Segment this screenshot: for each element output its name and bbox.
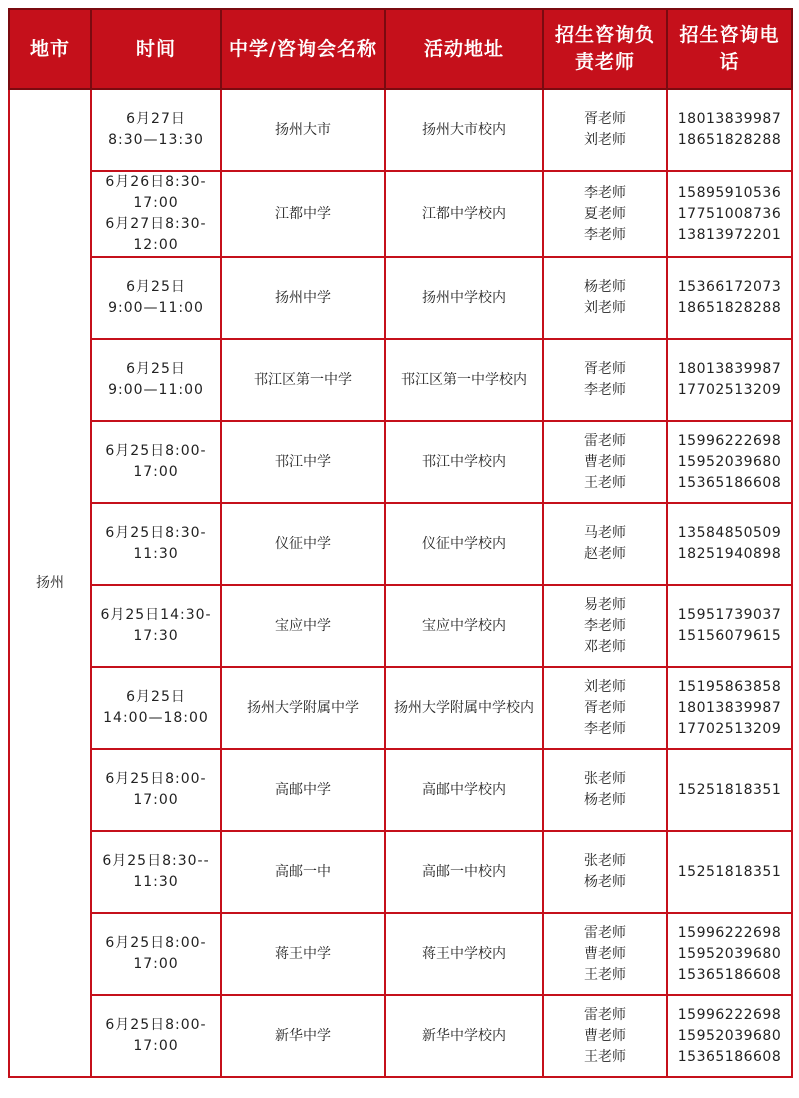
school-cell: 邗江中学 xyxy=(221,421,385,503)
time-cell-line: 6月25日 xyxy=(126,279,186,295)
teacher-cell-line: 刘老师 xyxy=(584,132,626,148)
table-row xyxy=(9,257,792,339)
phone-cell xyxy=(667,257,792,339)
time-cell-line: 6月27日 xyxy=(126,111,186,127)
time-cell-line: 6月25日8:00- xyxy=(105,771,207,787)
table-row xyxy=(9,995,792,1077)
header-school: 中学/咨询会名称 xyxy=(221,9,385,89)
teacher-cell-line: 胥老师 xyxy=(584,361,626,377)
teacher-cell-line: 王老师 xyxy=(584,474,626,491)
school-cell: 新华中学 xyxy=(221,995,385,1077)
teacher-cell-line: 曹老师 xyxy=(584,945,626,962)
school-cell: 仪征中学 xyxy=(221,503,385,585)
header-city: 地市 xyxy=(9,9,91,89)
time-cell-line: 6月25日 xyxy=(126,361,186,377)
phone-cell-line: 15366172073 xyxy=(677,279,782,295)
phone-cell-line: 15251818351 xyxy=(677,863,782,880)
time-cell xyxy=(91,749,221,831)
teacher-cell-line: 雷老师 xyxy=(584,924,626,941)
teacher-cell xyxy=(543,585,667,667)
address-cell: 扬州大市校内 xyxy=(385,89,543,171)
teacher-cell-line: 杨老师 xyxy=(584,792,626,808)
time-cell-line: 6月25日8:00- xyxy=(105,443,207,459)
phone-cell-line: 15251818351 xyxy=(677,781,782,798)
time-cell xyxy=(91,503,221,585)
phone-cell xyxy=(667,171,792,257)
header-row xyxy=(9,9,792,89)
time-cell-line: 6月25日8:00- xyxy=(105,1017,207,1033)
teacher-cell xyxy=(543,749,667,831)
time-cell-line: 17:00 xyxy=(133,956,179,972)
teacher-cell xyxy=(543,503,667,585)
time-cell xyxy=(91,667,221,749)
phone-cell-line: 18013839987 xyxy=(677,699,782,716)
time-cell-line: 17:30 xyxy=(133,628,179,644)
teacher-cell-line: 胥老师 xyxy=(584,111,626,127)
teacher-cell-line: 刘老师 xyxy=(584,300,626,316)
phone-cell xyxy=(667,749,792,831)
teacher-cell-line: 李老师 xyxy=(584,617,626,634)
address-cell: 仪征中学校内 xyxy=(385,503,543,585)
time-cell-line: 17:00 xyxy=(133,1038,179,1054)
phone-cell xyxy=(667,339,792,421)
teacher-cell-line: 李老师 xyxy=(584,184,626,201)
teacher-cell-line: 张老师 xyxy=(584,771,626,787)
city-cell: 扬州 xyxy=(9,89,91,1077)
table-row xyxy=(9,421,792,503)
table-row xyxy=(9,89,792,171)
teacher-cell-line: 李老师 xyxy=(584,226,626,243)
phone-cell-line: 15895910536 xyxy=(677,184,782,201)
phone-cell-line: 15365186608 xyxy=(677,1048,782,1065)
phone-cell-line: 15996222698 xyxy=(677,924,782,941)
time-cell xyxy=(91,995,221,1077)
phone-cell-line: 18013839987 xyxy=(677,361,782,377)
address-cell: 高邮中学校内 xyxy=(385,749,543,831)
phone-cell xyxy=(667,89,792,171)
time-cell xyxy=(91,421,221,503)
teacher-cell-line: 马老师 xyxy=(584,525,626,541)
time-cell xyxy=(91,585,221,667)
time-cell-line: 17:00 xyxy=(133,195,179,211)
teacher-cell-line: 曹老师 xyxy=(584,453,626,470)
time-cell-line: 17:00 xyxy=(133,464,179,480)
phone-cell xyxy=(667,421,792,503)
table-row xyxy=(9,171,792,257)
time-cell xyxy=(91,171,221,257)
time-cell-line: 11:30 xyxy=(133,874,179,890)
phone-cell-line: 15996222698 xyxy=(677,432,782,449)
header-address: 活动地址 xyxy=(385,9,543,89)
time-cell-line: 9:00—11:00 xyxy=(108,382,204,398)
address-cell: 江都中学校内 xyxy=(385,171,543,257)
time-cell xyxy=(91,913,221,995)
phone-cell xyxy=(667,913,792,995)
consultation-table xyxy=(8,8,793,1078)
phone-cell-line: 15156079615 xyxy=(677,628,782,644)
teacher-cell xyxy=(543,831,667,913)
address-cell: 扬州大学附属中学校内 xyxy=(385,667,543,749)
teacher-cell xyxy=(543,995,667,1077)
phone-cell-line: 15365186608 xyxy=(677,966,782,983)
time-cell-line: 12:00 xyxy=(133,237,179,253)
phone-cell xyxy=(667,995,792,1077)
address-cell: 宝应中学校内 xyxy=(385,585,543,667)
time-cell-line: 6月25日14:30- xyxy=(100,607,212,623)
address-cell: 高邮一中校内 xyxy=(385,831,543,913)
table-row xyxy=(9,339,792,421)
phone-cell-line: 15952039680 xyxy=(677,1027,782,1044)
phone-cell-line: 13584850509 xyxy=(677,525,782,541)
teacher-cell xyxy=(543,171,667,257)
address-cell: 新华中学校内 xyxy=(385,995,543,1077)
phone-cell-line: 17702513209 xyxy=(677,720,782,737)
phone-cell-line: 17751008736 xyxy=(677,205,782,222)
time-cell xyxy=(91,339,221,421)
time-cell-line: 14:00—18:00 xyxy=(103,710,209,726)
table-row xyxy=(9,749,792,831)
time-cell-line: 17:00 xyxy=(133,792,179,808)
address-cell: 扬州中学校内 xyxy=(385,257,543,339)
table-body xyxy=(9,89,792,1077)
time-cell-line: 6月25日8:30- xyxy=(105,525,207,541)
address-cell: 邗江中学校内 xyxy=(385,421,543,503)
phone-cell-line: 15996222698 xyxy=(677,1006,782,1023)
phone-cell-line: 18251940898 xyxy=(677,546,782,562)
phone-cell-line: 18013839987 xyxy=(677,111,782,127)
table-row xyxy=(9,585,792,667)
teacher-cell-line: 雷老师 xyxy=(584,1006,626,1023)
school-cell: 高邮一中 xyxy=(221,831,385,913)
phone-cell-line: 15195863858 xyxy=(677,678,782,695)
teacher-cell-line: 邓老师 xyxy=(584,638,626,655)
school-cell: 扬州中学 xyxy=(221,257,385,339)
teacher-cell-line: 易老师 xyxy=(584,596,626,613)
phone-cell-line: 17702513209 xyxy=(677,382,782,398)
school-cell: 扬州大学附属中学 xyxy=(221,667,385,749)
header-phone: 招生咨询电话 xyxy=(667,9,792,89)
phone-cell-line: 13813972201 xyxy=(677,226,782,243)
teacher-cell-line: 赵老师 xyxy=(584,546,626,562)
teacher-cell xyxy=(543,913,667,995)
phone-cell xyxy=(667,667,792,749)
time-cell-line: 6月26日8:30- xyxy=(105,174,207,190)
time-cell xyxy=(91,831,221,913)
teacher-cell-line: 胥老师 xyxy=(584,699,626,716)
time-cell-line: 6月25日8:00- xyxy=(105,935,207,951)
time-cell-line: 11:30 xyxy=(133,546,179,562)
teacher-cell-line: 王老师 xyxy=(584,966,626,983)
teacher-cell xyxy=(543,667,667,749)
teacher-cell xyxy=(543,421,667,503)
phone-cell-line: 15951739037 xyxy=(677,607,782,623)
teacher-cell-line: 夏老师 xyxy=(584,205,626,222)
table-row xyxy=(9,913,792,995)
time-cell-line: 9:00—11:00 xyxy=(108,300,204,316)
teacher-cell-line: 杨老师 xyxy=(584,874,626,890)
table-row xyxy=(9,503,792,585)
teacher-cell-line: 雷老师 xyxy=(584,432,626,449)
school-cell: 扬州大市 xyxy=(221,89,385,171)
school-cell: 邗江区第一中学 xyxy=(221,339,385,421)
school-cell: 宝应中学 xyxy=(221,585,385,667)
time-cell-line: 6月27日8:30- xyxy=(105,216,207,232)
phone-cell xyxy=(667,585,792,667)
teacher-cell-line: 杨老师 xyxy=(584,279,626,295)
time-cell xyxy=(91,89,221,171)
header-teacher: 招生咨询负责老师 xyxy=(543,9,667,89)
phone-cell-line: 15365186608 xyxy=(677,474,782,491)
school-cell: 蒋王中学 xyxy=(221,913,385,995)
phone-cell-line: 18651828288 xyxy=(677,300,782,316)
address-cell: 蒋王中学校内 xyxy=(385,913,543,995)
phone-cell-line: 15952039680 xyxy=(677,453,782,470)
teacher-cell-line: 李老师 xyxy=(584,720,626,737)
teacher-cell-line: 王老师 xyxy=(584,1048,626,1065)
table-row xyxy=(9,831,792,913)
school-cell: 高邮中学 xyxy=(221,749,385,831)
teacher-cell-line: 曹老师 xyxy=(584,1027,626,1044)
time-cell-line: 8:30—13:30 xyxy=(108,132,204,148)
phone-cell-line: 18651828288 xyxy=(677,132,782,148)
phone-cell xyxy=(667,503,792,585)
teacher-cell-line: 张老师 xyxy=(584,853,626,869)
teacher-cell-line: 李老师 xyxy=(584,382,626,398)
address-cell: 邗江区第一中学校内 xyxy=(385,339,543,421)
phone-cell-line: 15952039680 xyxy=(677,945,782,962)
teacher-cell xyxy=(543,89,667,171)
teacher-cell xyxy=(543,257,667,339)
phone-cell xyxy=(667,831,792,913)
school-cell: 江都中学 xyxy=(221,171,385,257)
teacher-cell xyxy=(543,339,667,421)
teacher-cell-line: 刘老师 xyxy=(584,678,626,695)
time-cell-line: 6月25日 xyxy=(126,689,186,705)
table-row xyxy=(9,667,792,749)
time-cell-line: 6月25日8:30-- xyxy=(102,853,210,869)
time-cell xyxy=(91,257,221,339)
header-time: 时间 xyxy=(91,9,221,89)
